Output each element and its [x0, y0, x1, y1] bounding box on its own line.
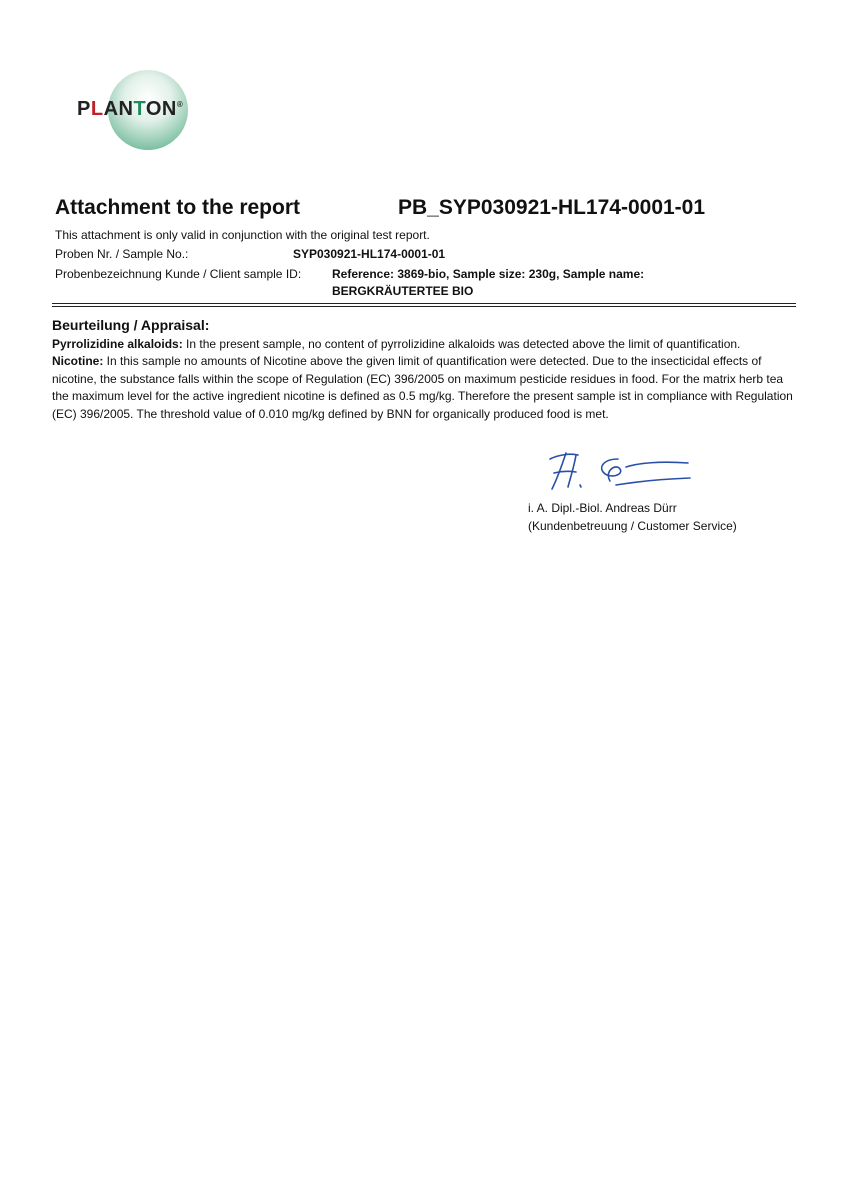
signatory-role: (Kundenbetreuung / Customer Service): [528, 518, 737, 533]
nicotine-text: In this sample no amounts of Nicotine above the given limit of quantification were detected. Due to the insecticidal effects of nicotine, the substance falls within the scope of Regulation (EC) 396/2005 on maximum pesticide residues in food. For the matrix herb tea the maximum level for the active ingredient nicotine is defined as 0.5 mg/kg. Therefore the present sample ist in compliance with Regulation (EC) 396/2005. The threshold value of 0.010 mg/kg defined by BNN for organically produced food is met.: [52, 354, 793, 421]
report-id: PB_SYP030921-HL174-0001-01: [398, 196, 706, 219]
client-id-line2: BERGKRÄUTERTEE BIO: [332, 284, 474, 298]
planton-logo: [72, 70, 222, 152]
pa-paragraph: [52, 336, 797, 354]
client-id-label: Probenbezeichnung Kunde / Client sample ID:: [55, 267, 302, 281]
sample-number-value: SYP030921-HL174-0001-01: [293, 247, 446, 261]
pa-label: Pyrrolizidine alkaloids:: [52, 337, 183, 351]
sample-number-label: Proben Nr. / Sample No.:: [55, 247, 189, 261]
nicotine-paragraph: [52, 353, 797, 423]
page-title: Attachment to the report: [55, 196, 301, 219]
client-id-line1: Reference: 3869-bio, Sample size: 230g, Sample name:: [332, 267, 645, 281]
signatory-name: i. A. Dipl.-Biol. Andreas Dürr: [528, 501, 677, 515]
logo-wordmark: PLANTON®: [77, 98, 184, 120]
divider-rule: [52, 303, 796, 304]
signatory-block: [528, 500, 737, 535]
divider-rule: [52, 306, 796, 307]
pa-text: In the present sample, no content of pyrrolizidine alkaloids was detected above the limit of quantification.: [182, 337, 741, 351]
validity-note: This attachment is only valid in conjunction with the original test report.: [55, 228, 430, 242]
handwritten-signature: [540, 445, 710, 497]
appraisal-heading: Beurteilung / Appraisal:: [52, 317, 210, 333]
nicotine-label: Nicotine:: [52, 354, 104, 368]
